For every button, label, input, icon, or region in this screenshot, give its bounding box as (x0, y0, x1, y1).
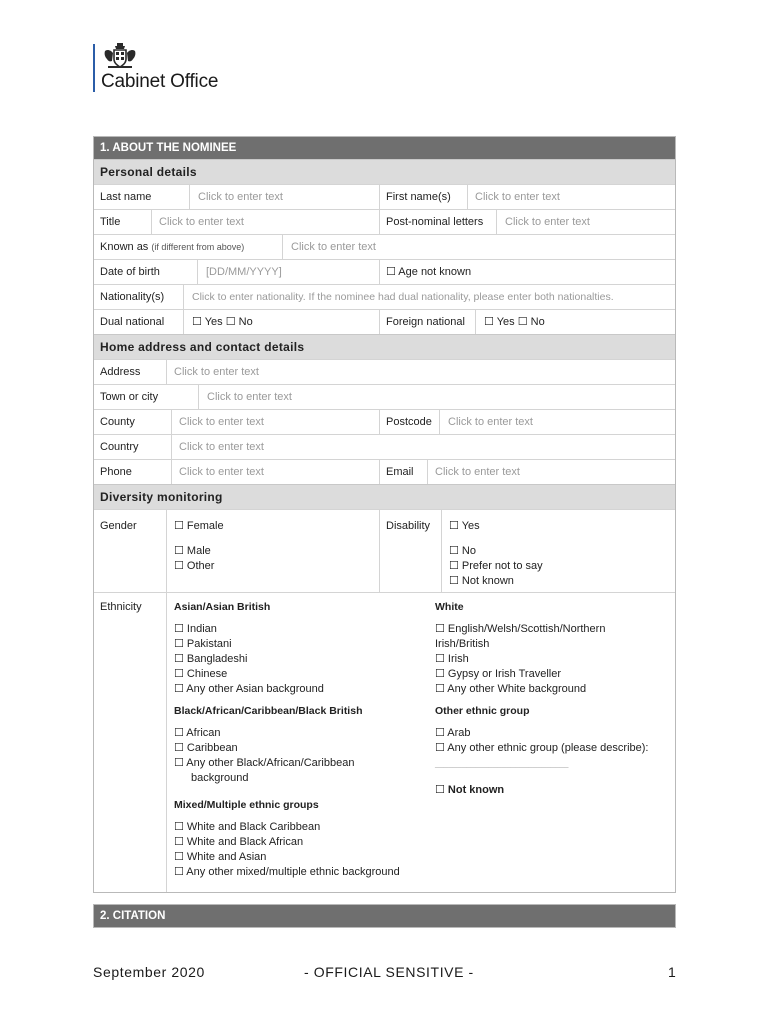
age-not-known-checkbox[interactable]: ☐ Age not known (386, 266, 472, 278)
asian-heading: Asian/Asian British (174, 601, 271, 613)
row-address (94, 359, 675, 384)
town-label: Town or city (100, 391, 159, 403)
title-label: Title (100, 216, 121, 228)
last-name-label: Last name (100, 191, 152, 203)
last-name-input[interactable]: Click to enter text (198, 191, 283, 203)
gender-label: Gender (100, 520, 137, 532)
citation-section (93, 904, 676, 928)
row-county (94, 409, 675, 434)
gender-male-checkbox[interactable]: ☐ Male (174, 545, 211, 557)
county-input[interactable]: Click to enter text (179, 416, 264, 428)
ethnicity-other-black-checkbox[interactable]: ☐ Any other Black/African/Caribbean (174, 757, 355, 769)
row-gender-disability (94, 509, 675, 592)
ethnicity-other-mixed-checkbox[interactable]: ☐ Any other mixed/multiple ethnic background (174, 866, 400, 878)
foreign-national-options[interactable]: ☐ Yes ☐ No (484, 316, 545, 328)
white-heading: White (435, 601, 464, 613)
subheading-home-address: Home address and contact details (94, 334, 675, 359)
ethnicity-african-checkbox[interactable]: ☐ African (174, 727, 221, 739)
org-name: Cabinet Office (101, 71, 219, 92)
address-input[interactable]: Click to enter text (174, 366, 259, 378)
subheading-diversity: Diversity monitoring (94, 484, 675, 509)
ethnicity-pakistani-checkbox[interactable]: ☐ Pakistani (174, 638, 232, 650)
disability-no-checkbox[interactable]: ☐ No (449, 545, 476, 557)
subheading-personal-details: Personal details (94, 159, 675, 184)
ethnicity-other-group-checkbox[interactable]: ☐ Any other ethnic group (please describe): (435, 742, 649, 754)
mixed-heading: Mixed/Multiple ethnic groups (174, 799, 319, 811)
disability-yes-checkbox[interactable]: ☐ Yes (449, 520, 480, 532)
dual-national-options[interactable]: ☐ Yes ☐ No (192, 316, 253, 328)
footer-classification: - OFFICIAL SENSITIVE - (304, 964, 474, 980)
ethnicity-other-white-checkbox[interactable]: ☐ Any other White background (435, 683, 587, 695)
ethnicity-column-left (174, 600, 400, 880)
row-dual-national (94, 309, 675, 334)
town-input[interactable]: Click to enter text (207, 391, 292, 403)
ethnicity-describe-input[interactable]: ______________________________ (435, 759, 569, 768)
footer-date: September 2020 (93, 964, 205, 980)
row-country (94, 434, 675, 459)
ethnicity-english-welsh-checkbox[interactable]: ☐ English/Welsh/Scottish/Northern (435, 623, 606, 635)
ethnicity-other-black-cont: background (191, 772, 249, 784)
phone-label: Phone (100, 466, 132, 478)
ethnicity-white-asian-checkbox[interactable]: ☐ White and Asian (174, 851, 267, 863)
section-heading-about-nominee: 1. ABOUT THE NOMINEE (94, 137, 675, 159)
ethnicity-arab-checkbox[interactable]: ☐ Arab (435, 727, 471, 739)
row-title (94, 209, 675, 234)
row-town (94, 384, 675, 409)
row-nationality (94, 284, 675, 309)
row-known-as (94, 234, 675, 259)
country-label: Country (100, 441, 139, 453)
ethnicity-indian-checkbox[interactable]: ☐ Indian (174, 623, 217, 635)
email-input[interactable]: Click to enter text (435, 466, 520, 478)
other-ethnic-heading: Other ethnic group (435, 705, 530, 717)
country-input[interactable]: Click to enter text (179, 441, 264, 453)
postcode-input[interactable]: Click to enter text (448, 416, 533, 428)
first-names-label: First name(s) (386, 191, 451, 203)
black-heading: Black/African/Caribbean/Black British (174, 705, 363, 717)
ethnicity-gypsy-traveller-checkbox[interactable]: ☐ Gypsy or Irish Traveller (435, 668, 562, 680)
ethnicity-white-black-african-checkbox[interactable]: ☐ White and Black African (174, 836, 304, 848)
phone-input[interactable]: Click to enter text (179, 466, 264, 478)
title-input[interactable]: Click to enter text (159, 216, 244, 228)
disability-prefer-not-checkbox[interactable]: ☐ Prefer not to say (449, 560, 543, 572)
ethnicity-english-welsh-cont: Irish/British (435, 638, 490, 650)
ethnicity-not-known-checkbox[interactable]: ☐ Not known (435, 784, 505, 796)
county-label: County (100, 416, 135, 428)
nomination-form (93, 136, 676, 893)
footer-page-number: 1 (668, 964, 677, 980)
section-heading-citation: 2. CITATION (94, 905, 675, 927)
ethnicity-bangladeshi-checkbox[interactable]: ☐ Bangladeshi (174, 653, 248, 665)
row-phone (94, 459, 675, 484)
disability-label: Disability (386, 520, 431, 532)
gender-other-checkbox[interactable]: ☐ Other (174, 560, 215, 572)
first-names-input[interactable]: Click to enter text (475, 191, 560, 203)
row-ethnicity (94, 592, 675, 892)
nationality-input[interactable]: Click to enter nationality. If the nominee had dual nationality, please enter both nationalties. (192, 291, 614, 303)
royal-coat-of-arms-icon (102, 42, 138, 70)
foreign-national-label: Foreign national (386, 316, 465, 328)
known-as-label: Known as (if different from above) (100, 241, 245, 253)
nationality-label: Nationality(s) (100, 291, 165, 303)
logo-accent-bar (93, 44, 95, 92)
ethnicity-chinese-checkbox[interactable]: ☐ Chinese (174, 668, 228, 680)
ethnicity-label: Ethnicity (100, 601, 142, 613)
disability-not-known-checkbox[interactable]: ☐ Not known (449, 575, 514, 587)
gender-female-checkbox[interactable]: ☐ Female (174, 520, 224, 532)
known-as-note: (if different from above) (151, 242, 245, 252)
ethnicity-white-black-caribbean-checkbox[interactable]: ☐ White and Black Caribbean (174, 821, 321, 833)
post-nominal-label: Post-nominal letters (386, 216, 484, 228)
ethnicity-caribbean-checkbox[interactable]: ☐ Caribbean (174, 742, 238, 754)
ethnicity-other-asian-checkbox[interactable]: ☐ Any other Asian background (174, 683, 324, 695)
post-nominal-input[interactable]: Click to enter text (505, 216, 590, 228)
address-label: Address (100, 366, 141, 378)
ethnicity-column-right (435, 600, 648, 798)
dob-label: Date of birth (100, 266, 160, 278)
postcode-label: Postcode (386, 416, 432, 428)
row-name (94, 184, 675, 209)
dob-input[interactable]: [DD/MM/YYYY] (206, 266, 282, 278)
dual-national-label: Dual national (100, 316, 165, 328)
known-as-input[interactable]: Click to enter text (291, 241, 376, 253)
ethnicity-irish-checkbox[interactable]: ☐ Irish (435, 653, 469, 665)
email-label: Email (386, 466, 414, 478)
row-dob (94, 259, 675, 284)
